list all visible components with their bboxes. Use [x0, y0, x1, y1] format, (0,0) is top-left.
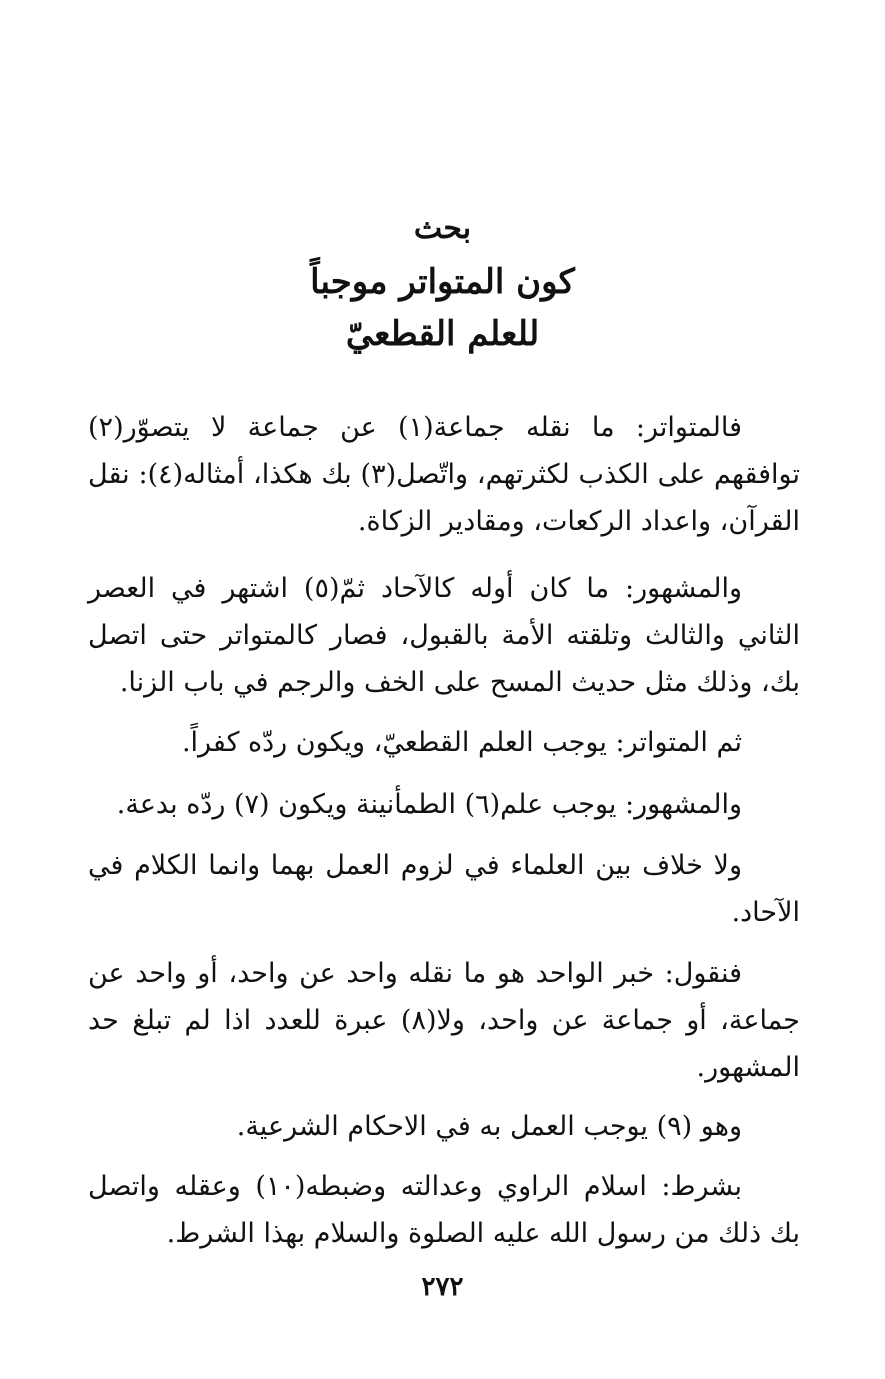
paragraph-khabar-wahid: فنقول: خبر الواحد هو ما نقله واحد عن واحد، أو واحد عن جماعة، أو جماعة عن واحد، ولا(٨) عبرة للعدد اذا لم تبلغ حد المشهور.	[88, 958, 800, 1083]
section-title-line-2: للعلم القطعيّ	[345, 314, 540, 354]
paragraph-mutawatir-definition: فالمتواتر: ما نقله جماعة(١) عن جماعة لا يتصوّر(٢) توافقهم على الكذب لكثرتهم، واتّصل(٣) بك هكذا، أمثاله(٤): نقل القرآن، واعداد الركعات، ومقادير الزكاة.	[88, 412, 800, 537]
paragraph-mashhur-ruling: والمشهور: يوجب علم(٦) الطمأنينة ويكون (٧) ردّه بدعة.	[116, 789, 742, 820]
paragraph-khabar-wahid-ruling: وهو (٩) يوجب العمل به في الاحكام الشرعية.	[236, 1111, 742, 1142]
paragraph-mutawatir-ruling: ثم المتواتر: يوجب العلم القطعيّ، ويكون ردّه كفراً.	[181, 727, 742, 758]
paragraph-no-disagreement: ولا خلاف بين العلماء في لزوم العمل بهما وانما الكلام في الآحاد.	[88, 850, 800, 928]
section-kicker: بحث	[413, 211, 472, 246]
paragraph-conditions: بشرط: اسلام الراوي وعدالته وضبطه(١٠) وعقله واتصل بك ذلك من رسول الله عليه الصلوة والسلام بهذا الشرط.	[88, 1171, 800, 1249]
paragraph-mashhur-definition: والمشهور: ما كان أوله كالآحاد ثمّ(٥) اشتهر في العصر الثاني والثالث وتلقته الأمة بالقبول، فصار كالمتواتر حتى اتصل بك، وذلك مثل حديث المسح على الخف والرجم في باب الزنا.	[88, 573, 800, 698]
page-number: ٢٧٢	[421, 1272, 464, 1302]
section-title-line-1: كون المتواتر موجباً	[310, 262, 575, 302]
